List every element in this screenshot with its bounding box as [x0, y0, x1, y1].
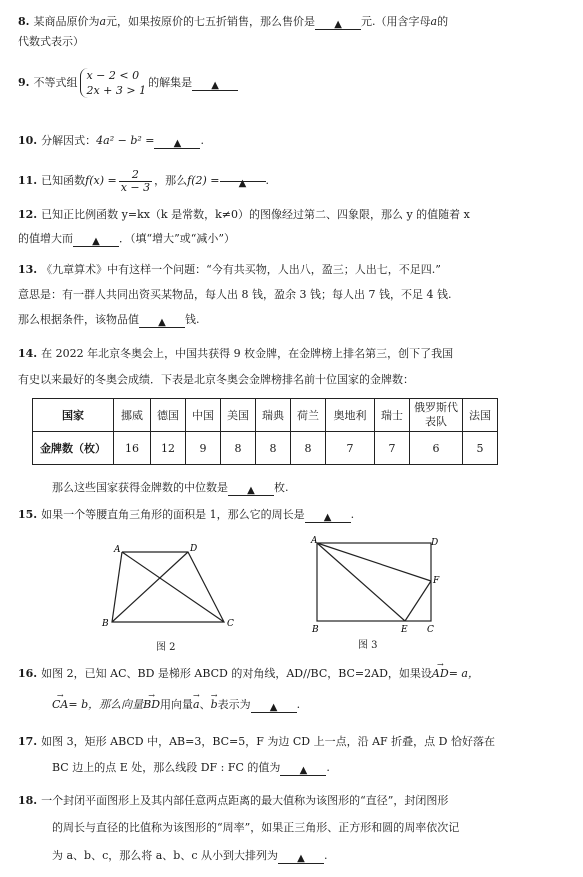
- table-cell: 俄罗斯代表队: [410, 399, 463, 432]
- q13-answer-blank[interactable]: [139, 314, 185, 328]
- question-9: [18, 68, 571, 98]
- q14-text-after-b: 枚.: [274, 481, 289, 494]
- segment-ef: [405, 581, 431, 621]
- q17-answer-blank[interactable]: [280, 762, 326, 776]
- table-header-golds: 金牌数（枚）: [33, 432, 114, 465]
- table-cell: 9: [186, 432, 221, 465]
- question-number: 13.: [18, 263, 38, 276]
- question-8-line2: [18, 34, 571, 50]
- question-16: [18, 666, 571, 682]
- question-number: 14.: [18, 347, 38, 360]
- table-cell: 16: [114, 432, 151, 465]
- q16-text-line2c: 、: [199, 698, 211, 711]
- triangle-marker: ▲: [297, 853, 305, 864]
- fraction-denominator: x − 3: [120, 180, 151, 194]
- rectangle-abcd: [317, 543, 431, 621]
- triangle-marker: ▲: [269, 702, 278, 713]
- figure-3-rectangle: [305, 535, 455, 635]
- table-cell: 瑞典: [256, 399, 291, 432]
- q9-text-pre: 不等式组: [33, 76, 78, 89]
- fold-line-af: [317, 543, 431, 581]
- q17-text-line1: 如图 3，矩形 ABCD 中，AB=3，BC=5，F 为边 CD 上一点，沿 AF 折叠，点 D 恰好落在: [41, 735, 495, 748]
- vector-b: → b: [211, 697, 218, 713]
- vertex-label-a: A: [311, 536, 318, 546]
- q15-answer-blank[interactable]: [305, 509, 351, 523]
- vertex-label-f: F: [433, 576, 440, 586]
- question-number: 15.: [18, 508, 38, 521]
- question-16-line2: → CA= b，那么向量→ BD用向量→ a、→ b表示为 ▲ .: [52, 697, 571, 713]
- trapezoid-outline: [112, 552, 224, 622]
- q13-text-line1: 《九章算术》中有这样一个问题：“今有共买物，人出八，盈三；人出七，不足四.”: [41, 263, 441, 276]
- question-number: 11.: [18, 174, 38, 187]
- q14-answer-blank[interactable]: [228, 482, 274, 496]
- q8-text-line2: 代数式表示）: [18, 35, 84, 48]
- question-8: [18, 14, 571, 30]
- q16-answer-blank[interactable]: [251, 699, 297, 713]
- question-14: [18, 346, 571, 362]
- inequality-2: 2x + 3 > 1: [86, 84, 147, 97]
- question-number: 17.: [18, 735, 38, 748]
- diagonal-ac: [122, 552, 224, 622]
- triangle-marker: ▲: [238, 178, 247, 189]
- q8-answer-blank[interactable]: [315, 16, 361, 30]
- question-12-line2: [18, 231, 571, 247]
- question-18: [18, 793, 571, 809]
- table-row-countries: [33, 399, 498, 432]
- question-18-line3: 为 a、b、c，那么将 a、b、c 从小到大排列为 ▲ .: [52, 849, 328, 864]
- triangle-marker: ▲: [334, 19, 342, 30]
- q11-text-pre: 已知函数: [41, 174, 86, 187]
- q13-text-line3b: 钱.: [185, 313, 200, 326]
- table-cell: 6: [410, 432, 463, 465]
- q16-text-line1a: 如图 2，已知 AC、BD 是梯形 ABCD 的对角线，AD//BC，BC=2AD，如果设: [41, 667, 432, 680]
- q11-text-mid: ，那么: [154, 174, 188, 187]
- question-13: [18, 262, 571, 278]
- q16-eq-a: = a，: [448, 667, 479, 680]
- q8-text-a: 某商品原价为: [33, 15, 100, 28]
- q8-var-a2: a: [430, 15, 438, 28]
- q12-text-line2b: ．（填“增大”或“减小”）: [119, 232, 235, 245]
- vertex-label-c: C: [427, 625, 434, 635]
- q11-answer-blank[interactable]: [220, 168, 266, 189]
- q11-f2: f(2) =: [187, 174, 220, 187]
- question-12: [18, 207, 571, 223]
- triangle-marker: ▲: [211, 80, 219, 91]
- table-cell: 挪威: [114, 399, 151, 432]
- table-cell: 荷兰: [291, 399, 326, 432]
- question-17: [18, 734, 571, 750]
- question-13-line3: [18, 312, 571, 328]
- triangle-marker: ▲: [247, 485, 255, 496]
- figure-2-caption: 图 2: [156, 642, 176, 653]
- q13-text-line2: 意思是：有一群人共同出资买某物品，每人出 8 钱，盈余 3 钱；每人出 7 钱，不足 4 钱.: [18, 288, 452, 301]
- table-cell: 美国: [221, 399, 256, 432]
- q18-text-line1: 一个封闭平面图形上及其内部任意两点距离的最大值称为该图形的“直径”，封闭图形: [41, 794, 449, 807]
- q10-answer-blank[interactable]: [154, 135, 200, 149]
- q11-function: f(x) =: [85, 174, 117, 187]
- segment-ae: [317, 543, 405, 621]
- diagonal-bd: [112, 552, 188, 622]
- table-cell: 8: [291, 432, 326, 465]
- inequality-1: x − 2 < 0: [86, 69, 140, 82]
- table-cell: 8: [256, 432, 291, 465]
- triangle-marker: ▲: [323, 512, 332, 523]
- question-number: 16.: [18, 667, 38, 680]
- q18-text-line3a: 为 a、b、c，那么将 a、b、c 从小到大排列为: [52, 849, 279, 862]
- question-14-line2: [18, 372, 571, 388]
- question-17-line2: BC 边上的点 E 处，那么线段 DF : FC 的值为 ▲ .: [52, 761, 330, 776]
- vertex-label-e: E: [401, 625, 408, 635]
- q12-text-line2a: 的值增大而: [18, 232, 73, 245]
- vector-a: → a: [193, 697, 200, 713]
- table-cell: 12: [151, 432, 186, 465]
- vertex-label-d: D: [190, 544, 198, 554]
- table-row-golds: [33, 432, 498, 465]
- triangle-marker: ▲: [92, 236, 100, 247]
- question-18-line2: [52, 820, 571, 836]
- question-number: 12.: [18, 208, 38, 221]
- inequality-system: [80, 68, 146, 98]
- vertex-label-b: B: [312, 625, 319, 635]
- vertex-label-c: C: [227, 619, 234, 629]
- q18-text-line2: 的周长与直径的比值称为该图形的“周率”，如果正三角形、正方形和圆的周率依次记: [52, 821, 460, 834]
- vertex-label-b: B: [102, 619, 109, 629]
- table-cell: 德国: [151, 399, 186, 432]
- q12-answer-blank[interactable]: [73, 233, 119, 247]
- question-number: 8.: [18, 15, 30, 28]
- table-cell: 8: [221, 432, 256, 465]
- q8-text-d: 的: [437, 15, 449, 28]
- q14-text-line1: 在 2022 年北京冬奥会上，中国共获得 9 枚金牌，在金牌榜上排名第三，创下了我国: [41, 347, 454, 360]
- table-cell: 瑞士: [375, 399, 410, 432]
- table-cell: 5: [463, 432, 498, 465]
- q13-text-line3a: 那么根据条件，该物品值: [18, 313, 139, 326]
- q9-answer-blank[interactable]: [192, 77, 238, 91]
- q10-expression: 4a² − b² =: [96, 134, 155, 147]
- question-15: 15. 如果一个等腰直角三角形的面积是 1，那么它的周长是 ▲ .: [18, 508, 355, 523]
- question-number: 9.: [18, 76, 30, 89]
- q10-text-pre: 分解因式：: [41, 134, 97, 147]
- q11-fraction: [119, 169, 152, 194]
- q18-answer-blank[interactable]: [278, 850, 324, 864]
- figure-3-caption: 图 3: [358, 640, 378, 651]
- q16-text-line2a: = b，那么向量: [68, 698, 144, 711]
- q15-text-pre: 如果一个等腰直角三角形的面积是 1，那么它的周长是: [41, 508, 305, 521]
- q9-text-post: 的解集是: [148, 76, 193, 89]
- vector-bd: → BD: [143, 697, 160, 713]
- question-14-after: [52, 480, 571, 496]
- table-cell: 7: [375, 432, 410, 465]
- vector-ad: → AD: [432, 666, 449, 682]
- vertex-label-d: D: [431, 538, 439, 548]
- figure-2-trapezoid: [100, 540, 250, 630]
- vertex-label-a: A: [114, 545, 121, 555]
- triangle-marker: ▲: [299, 765, 308, 776]
- triangle-marker: ▲: [173, 138, 182, 149]
- q14-text-after-a: 那么这些国家获得金牌数的中位数是: [52, 481, 228, 494]
- q8-text-b: 元，如果按原价的七五折销售，那么售价是: [106, 15, 316, 28]
- table-cell: 法国: [463, 399, 498, 432]
- question-number: 10.: [18, 134, 38, 147]
- q16-text-line2d: 表示为: [217, 698, 251, 711]
- q14-text-line2: 有史以来最好的冬奥会成绩．下表是北京冬奥会金牌榜排名前十位国家的金牌数：: [18, 373, 414, 386]
- q12-text-line1: 已知正比例函数 y=kx（k 是常数，k≠0）的图像经过第二、四象限，那么 y 的值随着 x: [41, 208, 470, 221]
- question-13-line2: [18, 287, 571, 303]
- table-cell: 奥地利: [326, 399, 375, 432]
- vector-ca: → CA: [52, 697, 68, 713]
- table-cell: 7: [326, 432, 375, 465]
- q8-text-c: 元.（用含字母: [361, 15, 431, 28]
- question-10: 10. 分解因式：4a² − b² = ▲ .: [18, 134, 204, 149]
- q17-text-line2a: BC 边上的点 E 处，那么线段 DF : FC 的值为: [52, 761, 281, 774]
- fraction-numerator: 2: [119, 169, 152, 182]
- gold-medal-table: [32, 398, 498, 465]
- table-cell: 中国: [186, 399, 221, 432]
- question-11: 11. 已知函数f(x) = $\frac{2}{x - 3}$ ，那么f(2) = ▲ .: [18, 167, 270, 194]
- triangle-marker: ▲: [158, 317, 166, 328]
- question-number: 18.: [18, 794, 38, 807]
- q8-var-a: a: [99, 15, 107, 28]
- table-header-country: 国家: [33, 399, 114, 432]
- q16-text-line2b: 用向量: [160, 698, 194, 711]
